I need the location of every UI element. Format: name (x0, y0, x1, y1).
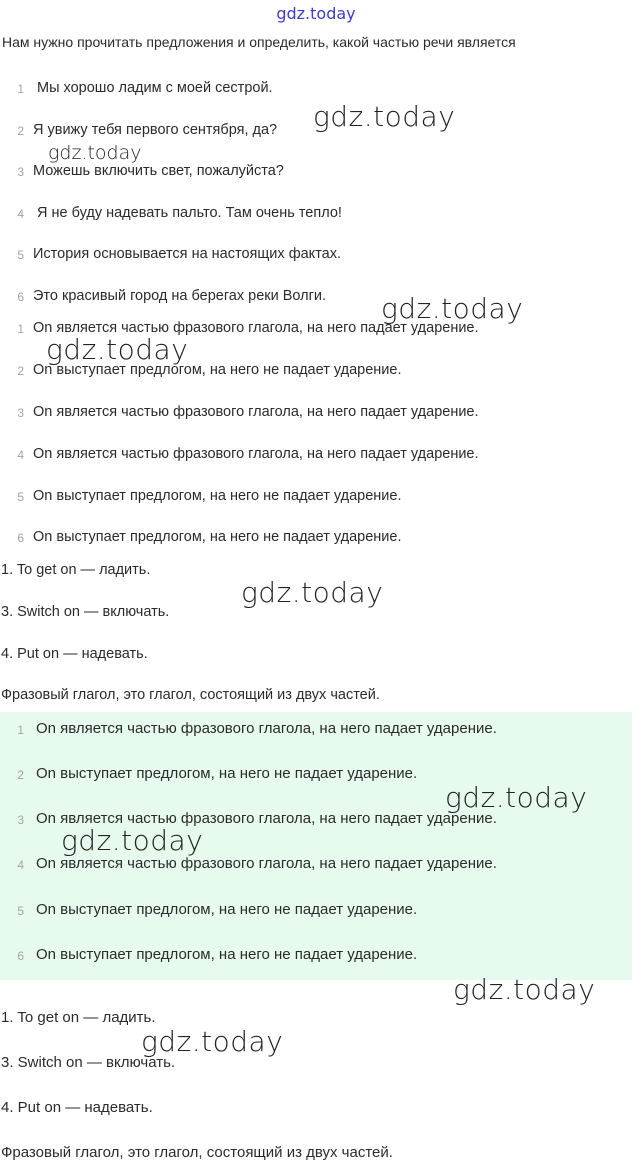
item-number: 1 (17, 82, 24, 96)
definition-text: Фразовый глагол, это глагол, состоящий из двух частей. (1, 1144, 393, 1161)
item-text: On выступает предлогом, на него не падает ударение. (33, 488, 402, 504)
watermark: gdz.today (445, 781, 588, 814)
item-number: 5 (17, 490, 24, 504)
definition-text: Фразовый глагол, это глагол, состоящий из двух частей. (1, 687, 380, 703)
phrasal-verb-line: 4. Put on — надевать. (1, 646, 148, 662)
cut-off-line-fragment (20, 60, 160, 66)
item-number: 5 (17, 248, 24, 262)
item-text: Я увижу тебя первого сентября, да? (33, 122, 278, 138)
watermark: gdz.today (241, 576, 384, 609)
watermark: gdz.today (381, 292, 524, 325)
intro-text: Нам нужно прочитать предложения и определить, какой частью речи является (2, 34, 516, 50)
item-number: 2 (17, 768, 24, 782)
item-number: 6 (17, 290, 24, 304)
item-number: 5 (17, 904, 24, 918)
phrasal-verb-line: 3. Switch on — включать. (1, 1054, 176, 1071)
item-number: 1 (17, 723, 24, 737)
item-text: On выступает предлогом, на него не падает ударение. (36, 901, 418, 918)
watermark: gdz.today (46, 333, 189, 366)
watermark: gdz.today (313, 100, 456, 133)
item-number: 1 (17, 322, 24, 336)
item-text: On выступает предлогом, на него не падает ударение. (36, 946, 418, 963)
phrasal-verb-line: 4. Put on — надевать. (1, 1099, 153, 1116)
phrasal-verb-line: 1. To get on — ладить. (1, 1009, 156, 1026)
item-number: 3 (17, 406, 24, 420)
item-number: 2 (17, 364, 24, 378)
item-number: 6 (17, 531, 24, 545)
item-text: On выступает предлогом, на него не падает ударение. (33, 529, 402, 545)
item-text: Мы хорошо ладим с моей сестрой. (37, 80, 273, 96)
item-text: On является частью фразового глагола, на него падает ударение. (36, 810, 497, 827)
watermark: gdz.today (61, 824, 204, 857)
item-text: On выступает предлогом, на него не падает ударение. (36, 765, 418, 782)
watermark: gdz.today (453, 973, 596, 1006)
item-number: 6 (17, 949, 24, 963)
item-number: 3 (17, 165, 24, 179)
item-text: On является частью фразового глагола, на него падает ударение. (33, 404, 479, 420)
item-text: On является частью фразового глагола, на него падает ударение. (33, 320, 479, 336)
item-text: Можешь включить свет, пожалуйста? (33, 163, 284, 179)
item-text: On является частью фразового глагола, на него падает ударение. (36, 720, 497, 737)
item-number: 4 (17, 858, 24, 872)
watermark: gdz.today (141, 1025, 284, 1058)
item-number: 2 (17, 124, 24, 138)
phrasal-verb-line: 1. To get on — ладить. (1, 562, 151, 578)
item-text: On выступает предлогом, на него не падает ударение. (33, 362, 402, 378)
item-number: 4 (17, 448, 24, 462)
item-text: On является частью фразового глагола, на него падает ударение. (36, 855, 497, 872)
phrasal-verb-line: 3. Switch on — включать. (1, 604, 170, 620)
site-logo[interactable]: gdz.today (276, 4, 356, 23)
item-text: Я не буду надевать пальто. Там очень тепло! (37, 205, 342, 221)
watermark: gdz.today (48, 142, 142, 164)
item-text: Это красивый город на берегах реки Волги. (33, 288, 327, 304)
item-text: История основывается на настоящих фактах. (33, 246, 342, 262)
item-text: On является частью фразового глагола, на него падает ударение. (33, 446, 479, 462)
item-number: 4 (17, 207, 24, 221)
item-number: 3 (17, 813, 24, 827)
